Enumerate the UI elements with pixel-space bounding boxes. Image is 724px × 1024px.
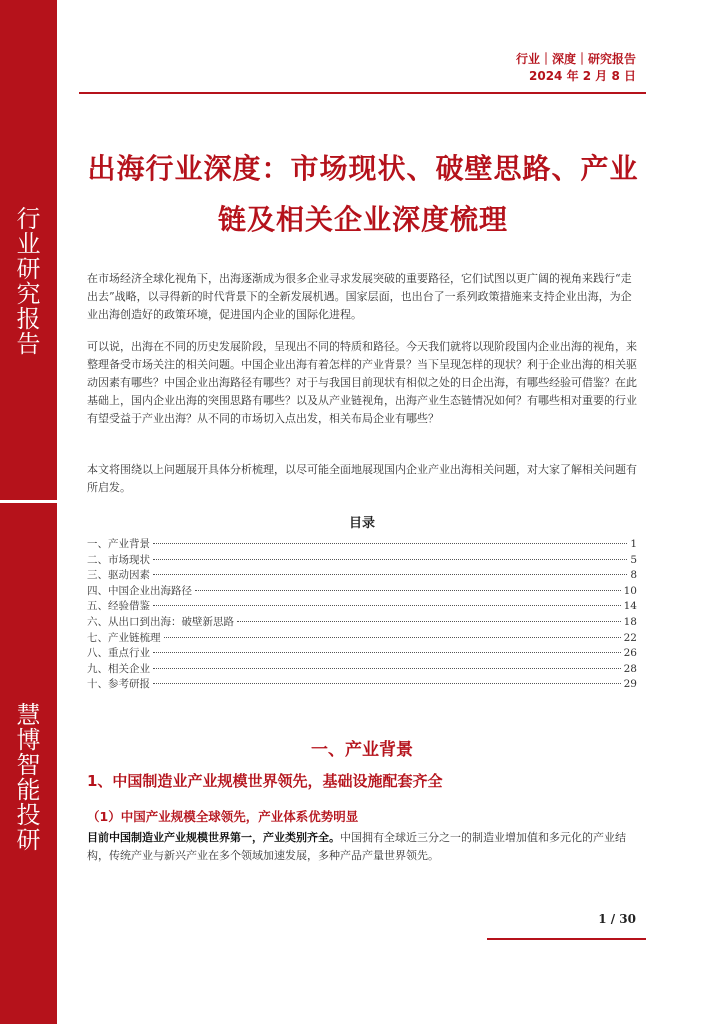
sidebar-bottom-char: 智 bbox=[16, 751, 41, 779]
toc-item[interactable] bbox=[87, 536, 637, 552]
toc-leader-dots bbox=[153, 559, 627, 560]
title-line-2: 链及相关企业深度梳理 bbox=[217, 203, 508, 236]
toc-leader-dots bbox=[164, 637, 621, 638]
toc-item[interactable] bbox=[87, 614, 637, 630]
intro-paragraph-2: 可以说，出海在不同的历史发展阶段，呈现出不同的特质和路径。今天我们就将以现阶段国内企业出海的视角，来整理备受市场关注的相关问题。中国企业出海有着怎样的产业背景？当下呈现怎样的现状？利于企业出海的相关驱动因素有哪些？中国企业出海路径有哪些？对于与我国目前现状有相似之处的日企出海，有哪些经验可借鉴？在此基础上，国内企业出海的突围思路有哪些？以及从产业链视角，出海产业生态链情况如何？有哪些相对重要的行业有望受益于产业出海？从不同的市场切入点出发，相关布局企业有哪些？ bbox=[87, 340, 637, 425]
toc-item-page: 28 bbox=[623, 662, 637, 675]
toc-item-page: 29 bbox=[623, 678, 637, 691]
toc-item-label: 八、重点行业 bbox=[87, 647, 150, 660]
body-paragraph bbox=[87, 829, 637, 865]
toc-item-page: 22 bbox=[623, 631, 637, 644]
toc-item-label: 十、参考研报 bbox=[87, 678, 150, 691]
toc-item-page: 8 bbox=[630, 569, 637, 582]
toc-item-label: 二、市场现状 bbox=[87, 553, 150, 566]
sidebar-bottom-char: 投 bbox=[16, 801, 41, 829]
toc-item[interactable] bbox=[87, 552, 637, 568]
toc-item-page: 18 bbox=[623, 615, 637, 628]
toc-item-label: 一、产业背景 bbox=[87, 538, 150, 550]
section-heading: 一、产业背景 bbox=[311, 740, 413, 760]
body-bold-lead: 目前中国制造业产业规模世界第一，产业类别齐全。 bbox=[87, 831, 340, 844]
toc-item[interactable] bbox=[87, 630, 637, 646]
toc-item-page: 1 bbox=[630, 538, 637, 550]
sidebar-bottom-char: 能 bbox=[16, 776, 41, 804]
sub-subsection-heading: （1）中国产业规模全球领先，产业体系优势明显 bbox=[87, 809, 359, 824]
sidebar-bottom-char: 博 bbox=[16, 726, 41, 754]
sidebar-top-char: 研 bbox=[16, 255, 41, 283]
toc-leader-dots bbox=[153, 605, 621, 606]
toc-item-page: 5 bbox=[630, 553, 637, 566]
sidebar-top-label bbox=[0, 207, 57, 357]
toc-title: 目录 bbox=[348, 516, 375, 531]
toc-item-label: 三、驱动因素 bbox=[87, 569, 150, 582]
toc-leader-dots bbox=[153, 652, 621, 653]
toc-item[interactable] bbox=[87, 567, 637, 583]
toc-item-page: 26 bbox=[623, 647, 637, 660]
toc-item-page: 14 bbox=[623, 600, 637, 613]
table-of-contents bbox=[87, 536, 637, 692]
report-category: 行业｜深度｜研究报告 bbox=[515, 52, 636, 66]
title-line-1: 出海行业深度：市场现状、破壁思路、产业 bbox=[87, 152, 639, 185]
intro-paragraph-1: 在市场经济全球化视角下，出海逐渐成为很多企业寻求发展突破的重要路径，它们试图以更广阔的视角来践行“走出去”战略，以寻得新的时代背景下的全新发展机遇。国家层面，也出台了一系列政策措施来支持企业出海，为企业出海创造好的政策环境，促进国内企业的国际化进程。 bbox=[87, 272, 632, 321]
sidebar-top-char: 报 bbox=[16, 305, 41, 333]
toc-item-page: 10 bbox=[623, 584, 637, 597]
sidebar-bottom-char: 慧 bbox=[16, 701, 41, 729]
sidebar-bottom-label bbox=[0, 703, 57, 853]
toc-item[interactable] bbox=[87, 661, 637, 677]
header-divider bbox=[79, 92, 646, 94]
subsection-heading: 1、中国制造业产业规模世界领先，基础设施配套齐全 bbox=[87, 772, 443, 790]
toc-item-label: 四、中国企业出海路径 bbox=[87, 584, 192, 597]
toc-item-label: 七、产业链梳理 bbox=[87, 631, 161, 644]
toc-leader-dots bbox=[195, 590, 621, 591]
toc-item-label: 五、经验借鉴 bbox=[87, 600, 150, 613]
page-title bbox=[80, 143, 646, 245]
report-date: 2024 年 2 月 8 日 bbox=[529, 69, 636, 83]
toc-item-label: 九、相关企业 bbox=[87, 662, 150, 675]
toc-item[interactable] bbox=[87, 676, 637, 692]
header bbox=[516, 51, 636, 85]
sidebar-bottom-char: 研 bbox=[16, 826, 41, 854]
toc-leader-dots bbox=[153, 574, 627, 575]
toc-item[interactable] bbox=[87, 645, 637, 661]
page-number: 1 / 30 bbox=[598, 912, 636, 926]
sidebar-divider bbox=[0, 500, 57, 503]
body-text: 中国拥有全球近三分之一的制造业增加值和多元化的产业结构，传统产业与新兴产业在多个领域加速发展，多种产品产量世界领先。 bbox=[87, 831, 626, 862]
footer-divider bbox=[487, 938, 646, 940]
toc-leader-dots bbox=[153, 683, 621, 684]
toc-item[interactable] bbox=[87, 598, 637, 614]
sidebar-top-char: 告 bbox=[16, 330, 41, 358]
sidebar bbox=[0, 0, 57, 1024]
toc-item[interactable] bbox=[87, 583, 637, 599]
sidebar-top-char: 行 bbox=[16, 205, 41, 233]
intro-paragraph-3: 本文将围绕以上问题展开具体分析梳理，以尽可能全面地展现国内企业产业出海相关问题，对大家了解相关问题有所启发。 bbox=[87, 463, 637, 494]
toc-leader-dots bbox=[153, 668, 621, 669]
sidebar-top-char: 究 bbox=[16, 280, 41, 308]
toc-leader-dots bbox=[153, 543, 627, 544]
sidebar-top-char: 业 bbox=[16, 230, 41, 258]
toc-item-label: 六、从出口到出海：破壁新思路 bbox=[87, 615, 234, 628]
toc-leader-dots bbox=[237, 621, 621, 622]
